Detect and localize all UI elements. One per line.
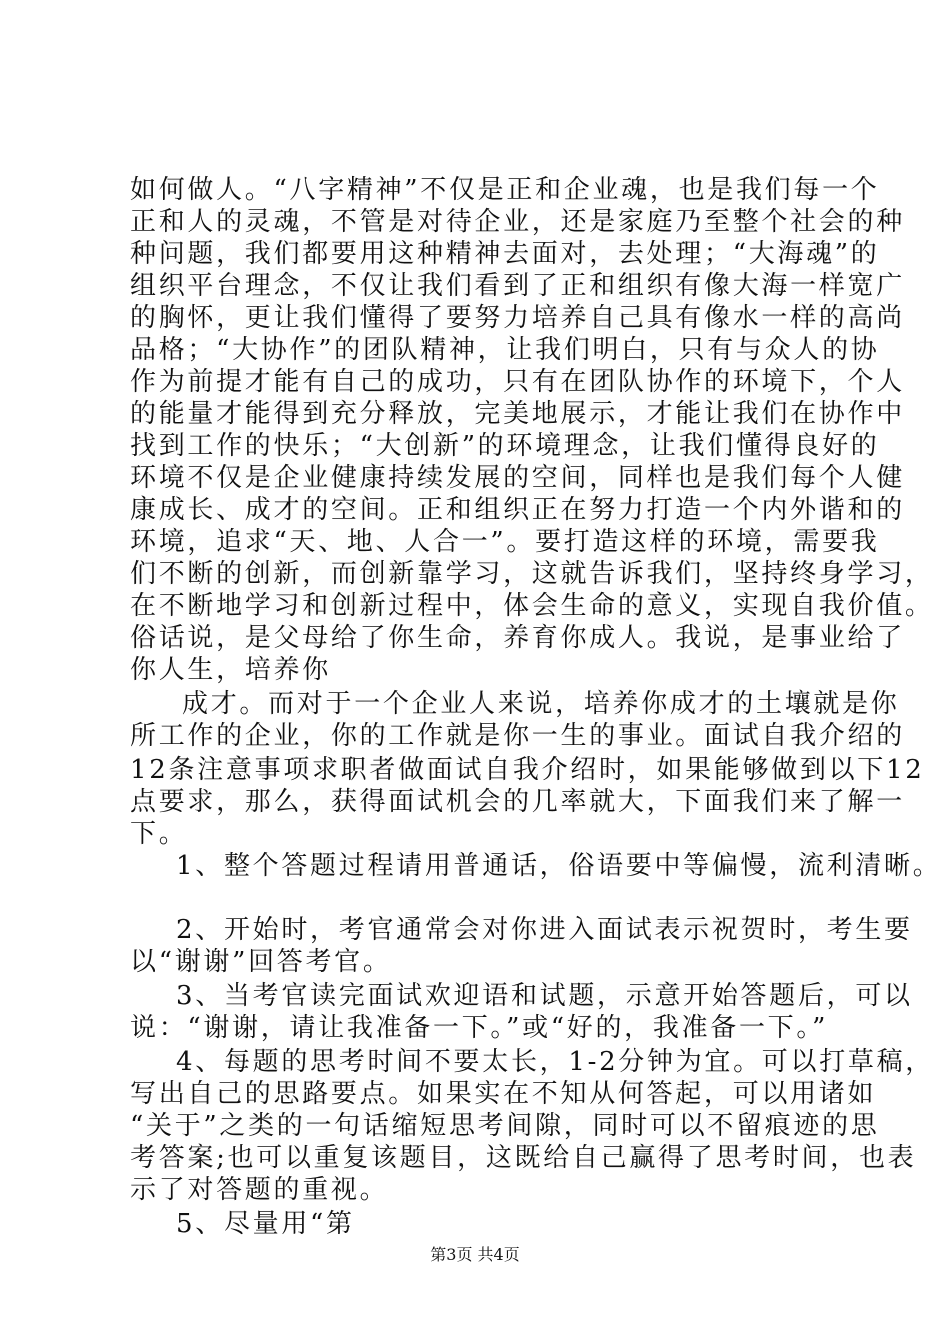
- page-number-footer: 第3页 共4页: [430, 1245, 520, 1264]
- text-line: 你人生，培养你: [130, 655, 331, 685]
- paragraph-start-line: 成才。而对于一个企业人来说，培养你成才的土壤就是你: [182, 689, 900, 719]
- text-line: 12条注意事项求职者做面试自我介绍时，如果能够做到以下12: [130, 755, 925, 785]
- text-line: 点要求，那么，获得面试机会的几率就大，下面我们来了解一: [130, 787, 905, 817]
- text-line: 以“谢谢”回答考官。: [130, 947, 392, 977]
- list-item-1: 1、整个答题过程请用普通话，俗语要中等偏慢，流利清晰。: [176, 851, 942, 881]
- text-line: 下。: [130, 819, 188, 849]
- list-item-3: 3、当考官读完面试欢迎语和试题，示意开始答题后，可以: [176, 981, 913, 1011]
- text-line: 俗话说，是父母给了你生命，养育你成人。我说，是事业给了: [130, 623, 905, 653]
- text-line: 们不断的创新，而创新靠学习，这就告诉我们，坚持终身学习，: [130, 559, 934, 589]
- text-line: 环境，追求“天、地、人合一”。要打造这样的环境，需要我: [130, 527, 880, 557]
- text-line: 找到工作的快乐；“大创新”的环境理念，让我们懂得良好的: [130, 431, 880, 461]
- text-line: 的胸怀，更让我们懂得了要努力培养自己具有像水一样的高尚: [130, 303, 905, 333]
- text-line: 考答案;也可以重复该题目，这既给自己赢得了思考时间，也表: [130, 1143, 917, 1173]
- text-line: 组织平台理念，不仅让我们看到了正和组织有像大海一样宽广: [130, 271, 905, 301]
- text-line: 所工作的企业，你的工作就是你一生的事业。面试自我介绍的: [130, 721, 905, 751]
- text-line: 种问题，我们都要用这种精神去面对，去处理；“大海魂”的: [130, 239, 880, 269]
- text-line: “关于”之类的一句话缩短思考间隙，同时可以不留痕迹的思: [130, 1111, 880, 1141]
- list-item-5: 5、尽量用“第: [176, 1209, 355, 1239]
- list-item-4: 4、每题的思考时间不要太长，1-2分钟为宜。可以打草稿，: [176, 1047, 935, 1077]
- text-line: 的能量才能得到充分释放，完美地展示，才能让我们在协作中: [130, 399, 905, 429]
- list-item-2: 2、开始时，考官通常会对你进入面试表示祝贺时，考生要: [176, 915, 913, 945]
- text-line: 示了对答题的重视。: [130, 1175, 389, 1205]
- text-line: 正和人的灵魂，不管是对待企业，还是家庭乃至整个社会的种: [130, 207, 905, 237]
- text-line: 品格；“大协作”的团队精神，让我们明白，只有与众人的协: [130, 335, 880, 365]
- text-line: 写出自己的思路要点。如果实在不知从何答起，可以用诸如: [130, 1079, 877, 1109]
- text-line: 在不断地学习和创新过程中，体会生命的意义，实现自我价值。: [130, 591, 934, 621]
- text-line: 环境不仅是企业健康持续发展的空间，同样也是我们每个人健: [130, 463, 905, 493]
- text-line: 如何做人。“八字精神”不仅是正和企业魂，也是我们每一个: [130, 175, 880, 205]
- text-line: 说：“谢谢，请让我准备一下。”或“好的，我准备一下。”: [130, 1013, 829, 1043]
- text-line: 作为前提才能有自己的成功，只有在团队协作的环境下，个人: [130, 367, 905, 397]
- text-line: 康成长、成才的空间。正和组织正在努力打造一个内外谐和的: [130, 495, 905, 525]
